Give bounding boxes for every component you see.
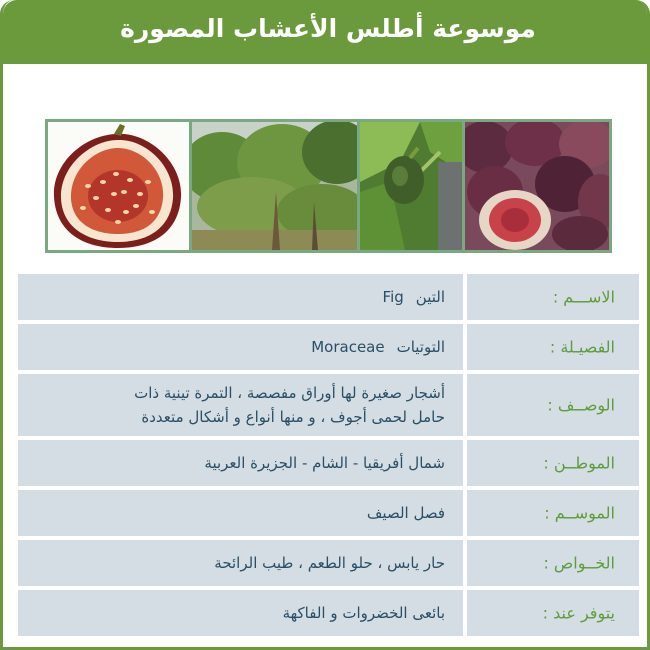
description-value-cell [18,374,463,436]
table-row [18,324,639,370]
availability-value-cell [18,590,463,636]
purple-figs-icon[interactable] [465,122,609,250]
page-title: موسوعة أطلس الأعشاب المصورة [120,14,536,43]
availability-label: يتوفر عند : [542,603,615,623]
table-row [18,274,639,320]
name-value-cell [18,274,463,320]
fig-cross-section-icon[interactable] [48,122,189,250]
green-fig-on-branch-icon[interactable] [360,122,462,250]
name-value: التينFig [382,288,445,306]
name-label-cell [467,274,639,320]
season-label: الموســم : [544,503,615,523]
image-gallery [45,119,612,253]
origin-label-cell [467,440,639,486]
description-label-cell [467,374,639,436]
table-row [18,440,639,486]
season-value-cell [18,490,463,536]
properties-value-cell [18,540,463,586]
family-label-cell [467,324,639,370]
table-row [18,374,639,436]
season-label-cell [467,490,639,536]
origin-value-cell [18,440,463,486]
properties-label-cell [467,540,639,586]
table-row [18,490,639,536]
description-label: الوصــف : [547,395,615,415]
family-value: التوتياتMoraceae [311,338,445,356]
header-bar [3,0,650,64]
properties-label: الخــواص : [543,553,615,573]
fig-tree-icon[interactable] [192,122,357,250]
origin-label: الموطــن : [543,453,615,473]
family-label: الفصيـلة : [549,337,615,357]
properties-value: حار يابس ، حلو الطعم ، طيب الرائحة [214,554,445,572]
origin-value: شمال أفريقيا - الشام - الجزيرة العربية [204,454,445,472]
family-value-cell [18,324,463,370]
description-value: أشجار صغيرة لها أوراق مفصصة ، التمرة تينية ذات حامل لحمى أجوف ، و منها أنواع و أشكال متعددة [134,384,445,426]
availability-value: بائعى الخضروات و الفاكهة [282,604,445,622]
season-value: فصل الصيف [366,504,445,522]
table-row [18,540,639,586]
availability-label-cell [467,590,639,636]
name-label: الاســـم : [552,287,615,307]
table-row [18,590,639,636]
